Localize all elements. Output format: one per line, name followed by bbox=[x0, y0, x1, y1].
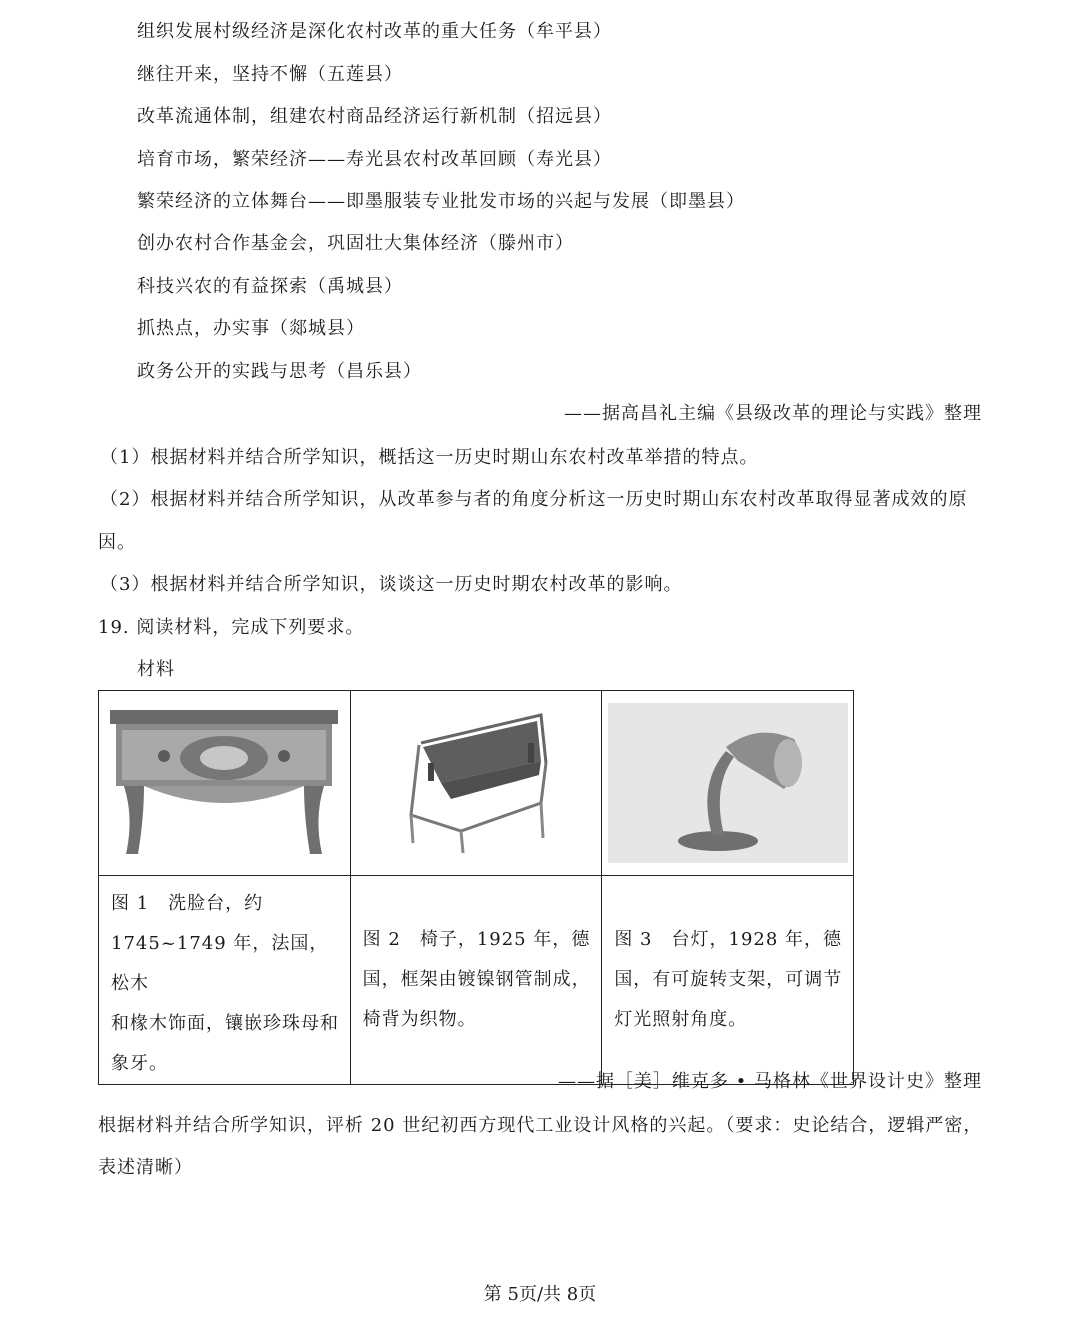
question-3: （3）根据材料并结合所学知识，谈谈这一历史时期农村改革的影响。 bbox=[100, 574, 683, 595]
caption-line: 灯光照射角度。 bbox=[614, 1009, 748, 1030]
list-item: 政务公开的实践与思考（昌乐县） bbox=[137, 361, 422, 382]
list-item: 创办农村合作基金会，巩固壮大集体经济（滕州市） bbox=[137, 233, 574, 254]
question-2-line2: 因。 bbox=[98, 532, 136, 553]
list-item: 科技兴农的有益探索（禹城县） bbox=[137, 276, 403, 297]
final-question-line2: 表述清晰） bbox=[98, 1157, 193, 1178]
washstand-image bbox=[104, 708, 344, 858]
caption-line: 国，框架由镀镍钢管制成， bbox=[362, 969, 591, 990]
question-1: （1）根据材料并结合所学知识，概括这一历史时期山东农村改革举措的特点。 bbox=[100, 447, 759, 468]
figure-1-cell bbox=[99, 691, 351, 876]
material-label: 材料 bbox=[137, 659, 175, 680]
list-item: 组织发展村级经济是深化农村改革的重大任务（牟平县） bbox=[137, 21, 612, 42]
caption-line: 国，有可旋转支架，可调节 bbox=[614, 969, 843, 990]
list-item: 改革流通体制，组建农村商品经济运行新机制（招远县） bbox=[137, 106, 612, 127]
question-19: 19. 阅读材料，完成下列要求。 bbox=[98, 617, 365, 638]
question-2-line1: （2）根据材料并结合所学知识，从改革参与者的角度分析这一历史时期山东农村改革取得显著成效的原 bbox=[100, 489, 968, 510]
caption-line: 图 1 洗脸台，约 bbox=[111, 893, 264, 914]
list-item: 繁荣经济的立体舞台——即墨服装专业批发市场的兴起与发展（即墨县） bbox=[137, 191, 745, 212]
caption-line: 1745~1749 年，法国，松木 bbox=[111, 933, 329, 994]
caption-line: 象牙。 bbox=[111, 1053, 168, 1074]
caption-line: 和椽木饰面，镶嵌珍珠母和 bbox=[111, 1013, 339, 1034]
list-item: 抓热点，办实事（郯城县） bbox=[137, 318, 365, 339]
figure-1-caption bbox=[99, 876, 351, 1085]
figure-2-cell bbox=[350, 691, 602, 876]
page-number: 第 5页/共 8页 bbox=[483, 1284, 597, 1305]
caption-line: 图 2 椅子，1925 年，德 bbox=[362, 929, 591, 950]
material-table bbox=[98, 690, 854, 1085]
source-citation-2: ——据［美］维克多 • 马格林《世界设计史》整理 bbox=[557, 1071, 982, 1092]
figure-3-cell bbox=[602, 691, 854, 876]
source-citation-1: ——据高昌礼主编《县级改革的理论与实践》整理 bbox=[564, 403, 982, 424]
list-item: 培育市场，繁荣经济——寿光县农村改革回顾（寿光县） bbox=[137, 149, 612, 170]
figure-3-caption bbox=[602, 876, 854, 1085]
desk-lamp-image bbox=[608, 703, 848, 863]
list-item: 继往开来，坚持不懈（五莲县） bbox=[137, 64, 403, 85]
caption-line: 椅背为织物。 bbox=[362, 1009, 477, 1030]
final-question-line1: 根据材料并结合所学知识，评析 20 世纪初西方现代工业设计风格的兴起。（要求：史论结合，逻辑严密， bbox=[98, 1115, 983, 1136]
tubular-chair-image bbox=[391, 703, 561, 863]
caption-line: 图 3 台灯，1928 年，德 bbox=[614, 929, 843, 950]
figure-2-caption bbox=[350, 876, 602, 1085]
